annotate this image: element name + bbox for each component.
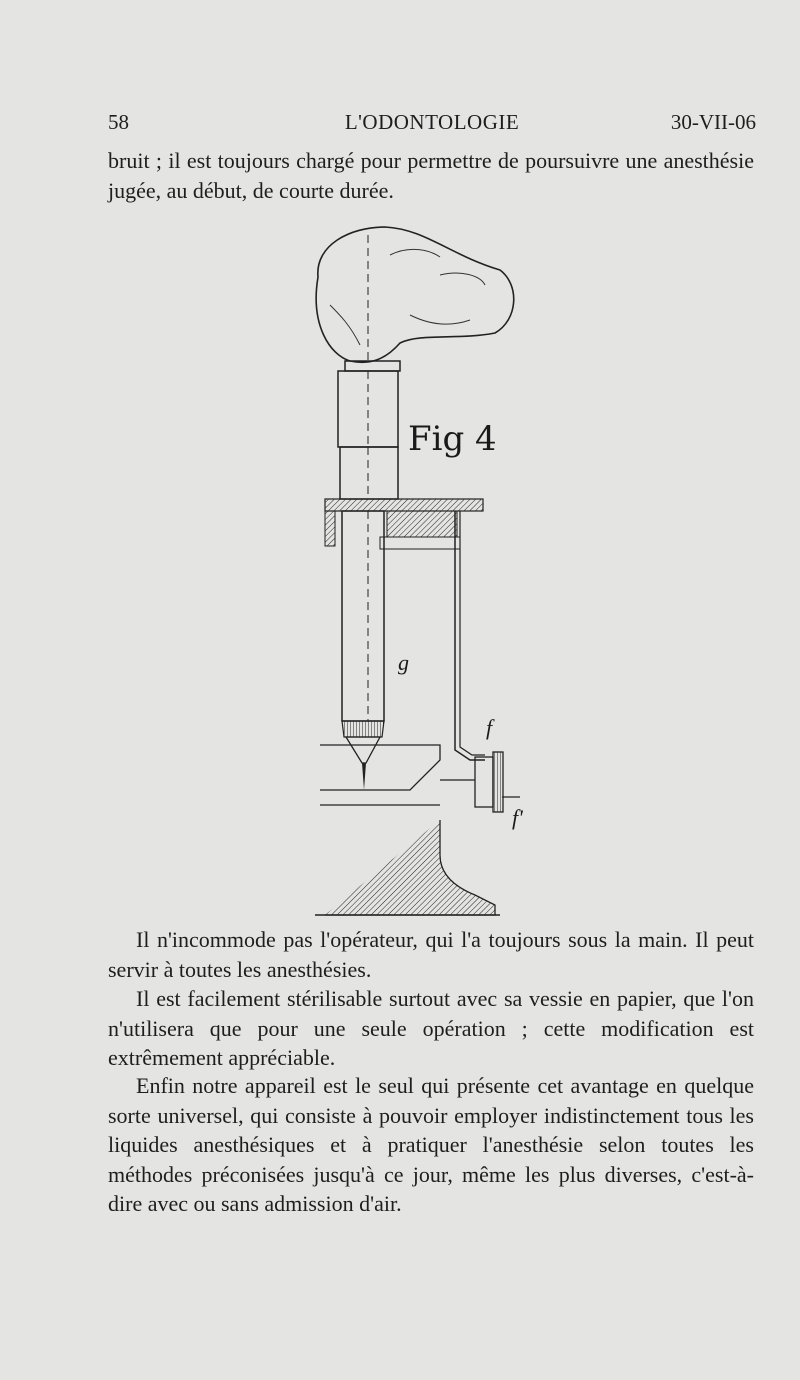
paragraph-3: Il est facilement stérilisable surtout avec sa vessie en papier, que l'on n'utilisera que pour une seule opération ; cette modification est extrêmement appréciable.	[108, 986, 754, 1070]
label-g: g	[398, 650, 409, 675]
running-header	[108, 110, 756, 140]
label-f-prime: f'	[512, 805, 523, 830]
paragraph-2: Il n'incommode pas l'opérateur, qui l'a toujours sous la main. Il peut servir à toutes les anesthésies.	[108, 927, 754, 982]
figure-caption: Fig 4	[408, 419, 497, 459]
label-f: f	[486, 715, 493, 740]
apparatus-illustration	[290, 215, 530, 920]
bladder-shape	[316, 227, 514, 362]
journal-title: L'ODONTOLOGIE	[344, 110, 520, 134]
paragraph-4: Enfin notre appareil est le seul qui présente cet avantage en quelque sorte universel, qui consiste à pouvoir employer indistinctement tous les liquides anesthésiques et à pratiquer l'anesthésie selon toutes les méthodes préconisées jusqu'à ce jour, même les plus diverses, c'est-à-dire avec ou sans admission d'air.	[108, 1073, 754, 1216]
paragraph-1: bruit ; il est toujours chargé pour permettre de poursuivre une anesthésie jugée, au début, de courte durée.	[108, 148, 754, 203]
apparatus-figure	[290, 215, 530, 920]
issue-date: 30-VII-06	[670, 110, 756, 134]
page-number: 58	[108, 110, 129, 134]
